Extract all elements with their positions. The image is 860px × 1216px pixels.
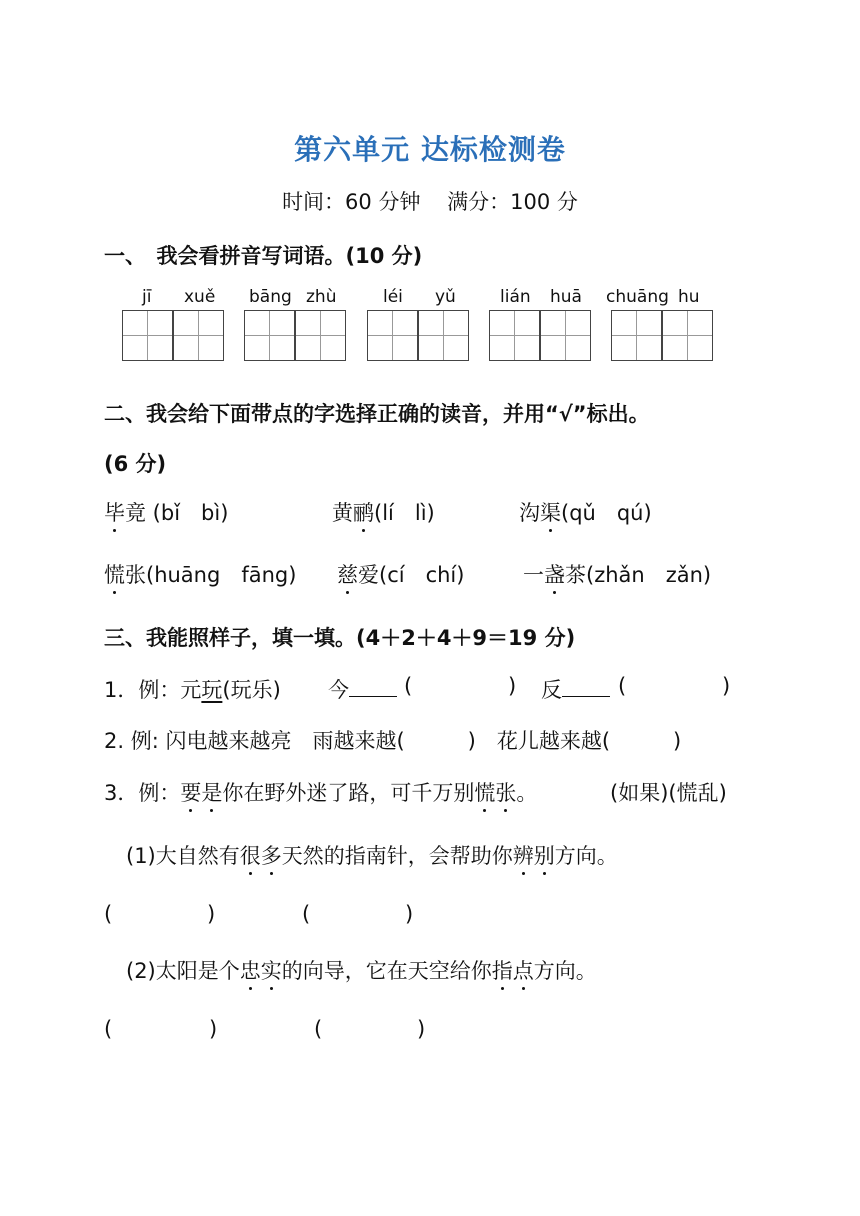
dotted-char: 毕 xyxy=(104,497,125,527)
example-word: (玩乐) xyxy=(222,678,281,702)
dotted-char: 辨 xyxy=(513,840,534,870)
dotted-char: 点 xyxy=(513,955,534,985)
question-prefix: 3．例： xyxy=(104,781,181,805)
paren-open: ( xyxy=(314,1017,323,1041)
writing-grid[interactable] xyxy=(122,310,226,362)
pinyin: hu xyxy=(678,287,700,307)
dotted-char: 慈 xyxy=(337,559,358,589)
section-2-score: (6 分) xyxy=(104,452,167,476)
dotted-char: 实 xyxy=(261,955,282,985)
char: 一 xyxy=(523,563,544,587)
dotted-char: 忠 xyxy=(240,955,261,985)
writing-grid[interactable] xyxy=(489,310,593,362)
sentence-text: 方向。 xyxy=(533,959,597,983)
char: 沟 xyxy=(519,501,540,525)
exam-meta xyxy=(0,186,860,216)
pinyin: lián xyxy=(500,287,531,307)
section-3-heading: 三、我能照样子，填一填。(4＋2＋4＋9＝19 分) xyxy=(104,626,576,650)
dotted-char: 慌 xyxy=(474,777,495,807)
paren-close: ) xyxy=(207,902,216,926)
dotted-char: 慌 xyxy=(104,559,125,589)
paren-close: ) xyxy=(405,902,414,926)
base-char: 今 xyxy=(328,678,349,702)
reading-options[interactable]: (huāng fāng) xyxy=(146,563,297,587)
paren-close: ) xyxy=(417,1017,426,1041)
paren-open: ( xyxy=(618,674,627,698)
paren-open: ( xyxy=(104,902,113,926)
pinyin-row xyxy=(0,287,860,309)
pinyin: huā xyxy=(550,287,582,307)
paren-open: ( xyxy=(302,902,311,926)
question-1 xyxy=(104,674,281,704)
pinyin: yǔ xyxy=(435,287,456,307)
writing-grid[interactable] xyxy=(367,310,471,362)
sentence-text: (2)太阳是个 xyxy=(126,959,240,983)
reading-item xyxy=(104,559,296,589)
reading-options[interactable]: (qǔ qú) xyxy=(561,501,652,525)
reading-options[interactable]: (zhǎn zǎn) xyxy=(586,563,712,587)
blank-line[interactable] xyxy=(562,680,610,697)
char: 竟 xyxy=(125,501,146,525)
sentence-text: 方向。 xyxy=(554,844,618,868)
full-score: 满分：100 分 xyxy=(447,190,578,214)
dotted-char: 要 xyxy=(180,777,201,807)
sentence-text: 的向导，它在天空给你 xyxy=(281,959,492,983)
paren-close: ) xyxy=(209,1017,218,1041)
dotted-char: 是 xyxy=(201,777,222,807)
pinyin: xuě xyxy=(184,287,216,307)
section-2-heading: 二、我会给下面带点的字选择正确的读音，并用“√”标出。 xyxy=(104,402,650,426)
pinyin: zhù xyxy=(306,287,337,307)
writing-grid[interactable] xyxy=(611,310,715,362)
page-title: 第六单元 达标检测卷 xyxy=(294,133,566,166)
reading-item xyxy=(523,559,711,589)
pinyin: jī xyxy=(142,287,152,307)
sentence-1 xyxy=(126,840,618,870)
q1-blank-2[interactable] xyxy=(541,674,610,704)
time-limit: 时间：60 分钟 xyxy=(282,190,421,214)
base-char: 反 xyxy=(541,678,562,702)
pinyin: bāng xyxy=(249,287,292,307)
example-char: 元 xyxy=(180,678,202,702)
dotted-char: 鹂 xyxy=(353,497,374,527)
question-prefix: 1．例： xyxy=(104,678,181,702)
reading-options[interactable]: (bǐ bì) xyxy=(146,501,229,525)
reading-item xyxy=(104,497,228,527)
char: 爱 xyxy=(358,563,379,587)
sentence-2 xyxy=(126,955,597,985)
q1-blank-1[interactable] xyxy=(328,674,397,704)
reading-item xyxy=(337,559,464,589)
dotted-char: 张 xyxy=(495,777,516,807)
char: 张 xyxy=(125,563,146,587)
reading-item xyxy=(519,497,652,527)
paren-open: ( xyxy=(404,674,413,698)
pinyin: léi xyxy=(383,287,403,307)
dotted-char: 盏 xyxy=(544,559,565,589)
dotted-char: 指 xyxy=(492,955,513,985)
question-2: 2. 例: 闪电越来越亮 雨越来越( ) 花儿越来越( ) xyxy=(104,729,682,753)
example-new-char: 玩 xyxy=(201,678,223,702)
dotted-char: 多 xyxy=(261,840,282,870)
sentence-text: (1)大自然有 xyxy=(126,844,240,868)
pinyin: chuāng xyxy=(606,287,669,307)
char: 茶 xyxy=(565,563,586,587)
char: 黄 xyxy=(332,501,353,525)
punct: 。 xyxy=(516,781,538,805)
paren-close: ) xyxy=(722,674,731,698)
dotted-char: 渠 xyxy=(540,497,561,527)
paren-close: ) xyxy=(508,674,517,698)
reading-options[interactable]: (cí chí) xyxy=(379,563,465,587)
question-3 xyxy=(104,777,537,807)
reading-item xyxy=(332,497,435,527)
section-1-heading: 一、 我会看拼音写词语。(10 分) xyxy=(104,244,423,268)
dotted-char: 别 xyxy=(534,840,555,870)
blank-line[interactable] xyxy=(349,680,397,697)
paren-open: ( xyxy=(104,1017,113,1041)
sentence-text: 天然的指南针，会帮助你 xyxy=(281,844,513,868)
writing-grid[interactable] xyxy=(244,310,348,362)
example-answer: (如果)(慌乱) xyxy=(610,781,727,805)
dotted-char: 很 xyxy=(240,840,261,870)
reading-options[interactable]: (lí lì) xyxy=(374,501,435,525)
sentence-text: 你在野外迷了路，可千万别 xyxy=(222,781,475,805)
